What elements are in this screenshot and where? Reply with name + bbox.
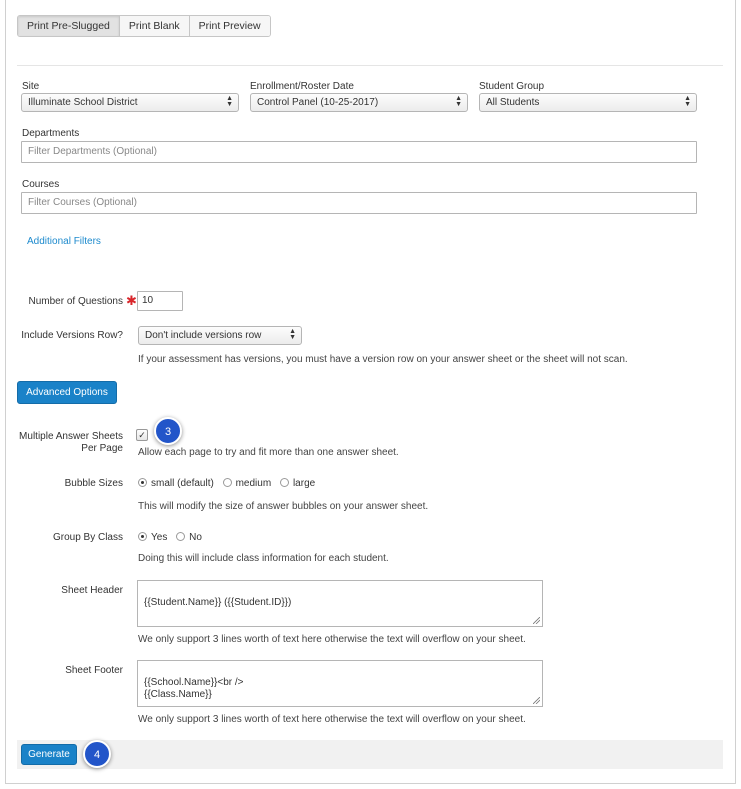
- sheet-footer-label: Sheet Footer: [65, 665, 123, 676]
- bubble-large-label: large: [292, 478, 316, 489]
- enrollment-label: Enrollment/Roster Date: [250, 81, 354, 92]
- bubble-large-radio[interactable]: [280, 478, 289, 487]
- tab-print-pre-slugged[interactable]: Print Pre-Slugged: [18, 16, 120, 36]
- include-versions-label: Include Versions Row?: [21, 330, 123, 341]
- group-by-class-label: Group By Class: [52, 532, 123, 543]
- departments-label: Departments: [22, 128, 80, 139]
- multiple-answer-sheets-help: Allow each page to try and fit more than one answer sheet.: [138, 447, 399, 458]
- bubble-medium-radio[interactable]: [223, 478, 232, 487]
- bubble-small-radio[interactable]: [138, 478, 147, 487]
- include-versions-select[interactable]: [138, 326, 302, 345]
- sheet-header-textarea[interactable]: [137, 580, 543, 627]
- sheet-header-label: Sheet Header: [61, 585, 123, 596]
- enrollment-select-value: Control Panel (10-25-2017): [257, 97, 379, 108]
- group-by-class-help: Doing this will include class information for each student.: [138, 553, 389, 564]
- tab-print-preview[interactable]: Print Preview: [190, 16, 270, 36]
- versions-help-text: If your assessment has versions, you must have a version row on your answer sheet or the sheet will not scan.: [138, 354, 628, 365]
- advanced-options-button[interactable]: Advanced Options: [17, 381, 117, 404]
- multiple-answer-sheets-label-line2: Per Page: [81, 443, 123, 454]
- sheet-footer-textarea[interactable]: [137, 660, 543, 707]
- select-arrows-icon: ▲ ▼: [684, 95, 691, 108]
- number-of-questions-label: Number of Questions: [28, 296, 123, 307]
- action-bar: [17, 740, 723, 769]
- number-of-questions-input[interactable]: 10: [137, 291, 183, 311]
- step-4-badge: 4: [83, 740, 111, 768]
- site-select-value: Illuminate School District: [28, 97, 138, 108]
- resize-handle-icon[interactable]: [533, 617, 540, 624]
- bubble-sizes-radio-group: [138, 478, 321, 489]
- select-arrows-icon: ▲ ▼: [226, 95, 233, 108]
- select-arrows-icon: ▲ ▼: [289, 328, 296, 341]
- student-group-select[interactable]: [479, 93, 697, 112]
- bubble-sizes-help: This will modify the size of answer bubbles on your answer sheet.: [138, 501, 429, 512]
- bubble-sizes-label: Bubble Sizes: [64, 478, 123, 489]
- print-mode-tabs: [17, 15, 271, 37]
- multiple-answer-sheets-label-line1: Multiple Answer Sheets: [19, 431, 123, 442]
- courses-label: Courses: [22, 179, 60, 190]
- step-3-badge: 3: [154, 417, 182, 445]
- sheet-footer-help: We only support 3 lines worth of text here otherwise the text will overflow on your sheet.: [138, 714, 526, 725]
- departments-filter-input[interactable]: Filter Departments (Optional): [21, 141, 697, 163]
- additional-filters-link[interactable]: Additional Filters: [27, 236, 101, 247]
- courses-filter-input[interactable]: Filter Courses (Optional): [21, 192, 697, 214]
- group-yes-label: Yes: [151, 532, 168, 543]
- bubble-medium-label: medium: [235, 478, 272, 489]
- group-no-radio[interactable]: [176, 532, 185, 541]
- generate-button[interactable]: Generate: [21, 744, 77, 765]
- divider: [17, 65, 723, 66]
- student-group-label: Student Group: [479, 81, 545, 92]
- sheet-header-help: We only support 3 lines worth of text here otherwise the text will overflow on your sheet.: [138, 634, 526, 645]
- tab-print-blank[interactable]: Print Blank: [120, 16, 190, 36]
- resize-handle-icon[interactable]: [533, 697, 540, 704]
- sheet-header-value: {{Student.Name}} ({{Student.ID}}): [144, 597, 292, 608]
- multiple-answer-sheets-label: [18, 431, 123, 455]
- select-arrows-icon: ▲ ▼: [455, 95, 462, 108]
- required-asterisk-icon: ✱: [126, 293, 137, 308]
- site-label: Site: [22, 81, 40, 92]
- group-yes-radio[interactable]: [138, 532, 147, 541]
- group-by-class-radio-group: [138, 532, 208, 543]
- include-versions-value: Don't include versions row: [145, 330, 262, 341]
- site-select[interactable]: [21, 93, 239, 112]
- bubble-small-label: small (default): [151, 478, 214, 489]
- sheet-footer-value: {{School.Name}}<br /> {{Class.Name}}: [144, 677, 244, 700]
- multiple-answer-sheets-checkbox[interactable]: ✓: [136, 429, 148, 441]
- student-group-select-value: All Students: [486, 97, 540, 108]
- group-no-label: No: [189, 532, 202, 543]
- enrollment-select[interactable]: [250, 93, 468, 112]
